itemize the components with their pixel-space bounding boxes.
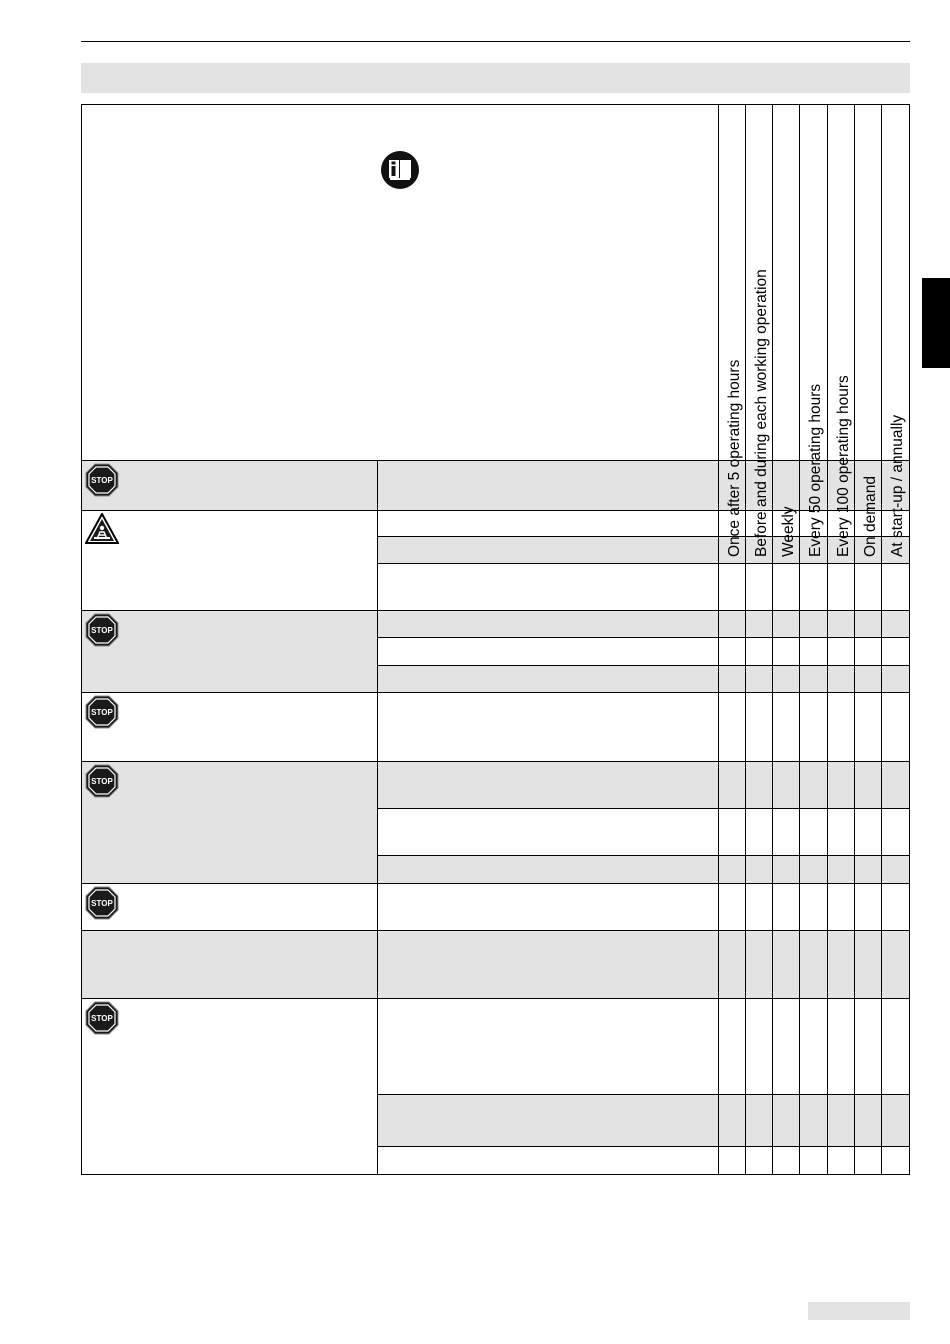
- sub-row-shade: [377, 610, 910, 637]
- svg-text:STOP: STOP: [91, 899, 113, 908]
- column-header-on-demand: On demand: [862, 476, 879, 557]
- column-header-before-each-operation: Before and during each working operation: [753, 269, 770, 557]
- column-header-weekly: Weekly: [780, 506, 797, 557]
- sub-row-shade: [377, 1094, 910, 1146]
- column-header-start-up-annually: At start-up / annually: [889, 414, 906, 557]
- column-header-once-after-5h: Once after 5 operating hours: [726, 359, 743, 557]
- group-label-cell-shade: [81, 460, 377, 510]
- section-title-bar: [81, 63, 910, 93]
- sub-row-shade: [377, 855, 910, 883]
- group-label-cell-shade: [81, 761, 377, 883]
- page-number-badge: [808, 1302, 910, 1320]
- svg-text:STOP: STOP: [91, 708, 113, 717]
- manual-info-icon: [380, 150, 420, 190]
- sub-row-shade: [377, 761, 910, 808]
- header-rule: [81, 41, 910, 42]
- svg-text:STOP: STOP: [91, 777, 113, 786]
- svg-text:STOP: STOP: [91, 626, 113, 635]
- sub-row-shade: [377, 930, 910, 998]
- sub-row-shade: [377, 665, 910, 692]
- group-label-cell-shade: [81, 930, 377, 998]
- group-label-cell-shade: [81, 610, 377, 692]
- svg-text:STOP: STOP: [91, 1014, 113, 1023]
- chapter-tab: [922, 278, 950, 368]
- column-header-every-100h: Every 100 operating hours: [835, 375, 852, 557]
- column-header-every-50h: Every 50 operating hours: [807, 383, 824, 557]
- maintenance-schedule-table: [81, 104, 910, 1176]
- svg-text:STOP: STOP: [91, 476, 113, 485]
